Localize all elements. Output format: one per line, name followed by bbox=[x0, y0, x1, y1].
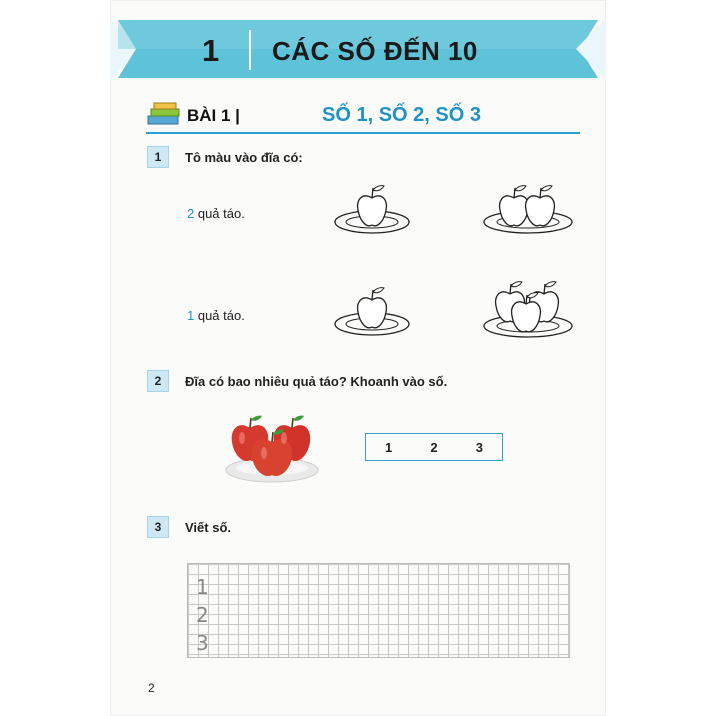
exercise-1-row-1-label bbox=[187, 206, 245, 221]
heading-divider bbox=[146, 132, 580, 134]
exercise-1-row-2-label bbox=[187, 308, 245, 323]
exercise-2-badge: 2 bbox=[147, 370, 169, 392]
number-choices-box bbox=[365, 433, 503, 461]
exercise-2-question: Đĩa có bao nhiêu quả táo? Khoanh vào số. bbox=[185, 374, 448, 389]
chapter-title: CÁC SỐ ĐẾN 10 bbox=[272, 36, 478, 66]
plate-three-apples-outline[interactable] bbox=[480, 276, 576, 345]
lesson-title: SỐ 1, SỐ 2, SỐ 3 bbox=[322, 104, 481, 126]
plate-two-apples-outline[interactable] bbox=[480, 180, 576, 241]
plate-one-apple-outline-2[interactable] bbox=[332, 282, 412, 343]
row-1-count: 2 bbox=[187, 206, 195, 221]
choice-2[interactable]: 2 bbox=[430, 439, 438, 455]
exercise-1-question: Tô màu vào đĩa có: bbox=[185, 150, 303, 165]
plate-one-apple-outline[interactable] bbox=[332, 180, 412, 241]
row-2-count: 1 bbox=[187, 308, 195, 323]
plate-red-apples-image bbox=[222, 408, 322, 493]
exercise-1-badge: 1 bbox=[147, 146, 169, 168]
grid-digit-3: 3 bbox=[196, 631, 209, 655]
exercise-3-badge: 3 bbox=[147, 516, 169, 538]
row-1-text: quả táo. bbox=[194, 206, 245, 221]
chapter-number: 1 bbox=[202, 33, 220, 68]
writing-grid[interactable] bbox=[187, 563, 570, 658]
grid-digit-1: 1 bbox=[196, 575, 209, 599]
lesson-label: BÀI 1 | bbox=[187, 106, 240, 125]
page-number: 2 bbox=[148, 681, 155, 695]
row-2-text: quả táo. bbox=[194, 308, 245, 323]
grid-digit-2: 2 bbox=[196, 603, 209, 627]
choice-1[interactable]: 1 bbox=[385, 439, 393, 455]
exercise-3-question: Viết số. bbox=[185, 520, 232, 535]
choice-3[interactable]: 3 bbox=[475, 439, 483, 455]
books-icon bbox=[146, 102, 182, 126]
